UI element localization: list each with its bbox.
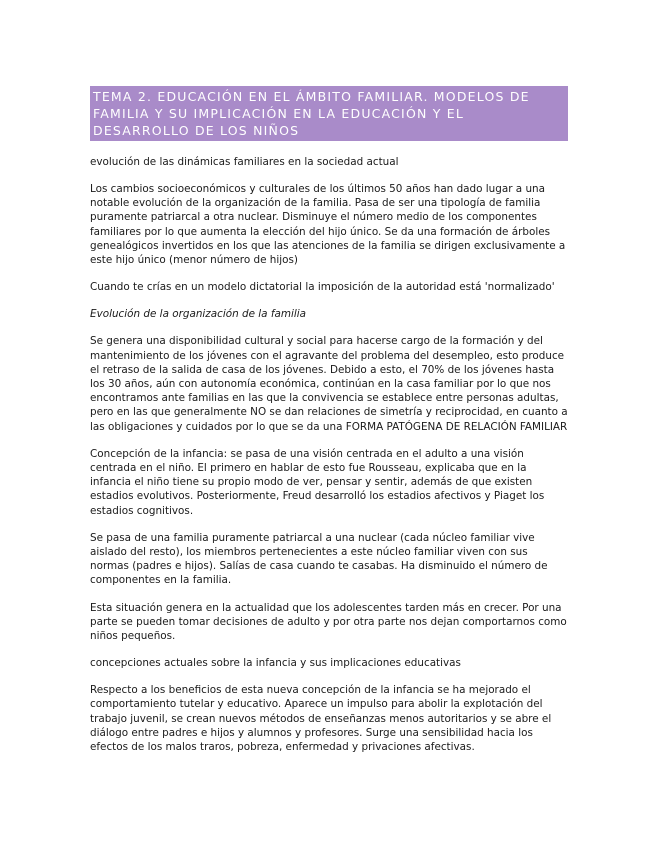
paragraph-adolescentes: Esta situación genera en la actualidad que los adolescentes tarden más en crecer. Por una parte se pueden tomar decisiones de adulto y por otra parte nos dejan comportarnos como niños pequeños. xyxy=(90,601,567,643)
paragraph-concepcion-infancia: Concepción de la infancia: se pasa de una visión centrada en el adulto a una visión centrada en el niño. El primero en hablar de esto fue Rousseau, explicaba que en la infancia el niño tiene su propio modo de ver, pensar y sentir, además de que existen estadios evolutivos. Posteriormente, Freud desarrolló los estadios afectivos y Piaget los estadios cognitivos. xyxy=(90,447,545,517)
paragraph-beneficios: Respecto a los beneficios de esta nueva concepción de la infancia se ha mejorado el comportamiento tutelar y educativo. Aparece un impulso para abolir la explotación del trabajo juvenil, se crean nuevos métodos de enseñanzas menos autoritarios y se abre el diálogo entre padres e hijos y alumnos y profesores. Surge una sensibilidad hacia los efectos de los malos traros, pobreza, enfermedad y privaciones afectivas. xyxy=(90,684,552,754)
document-page xyxy=(90,86,568,767)
paragraph-familia-nuclear: Se pasa de una familia puramente patriarcal a una nuclear (cada núcleo familiar vive aislado del resto), los miembros pertenecientes a este núcleo familiar viven con sus normas (padres e hijos). Salías de casa cuando te casabas. Ha disminuido el número de componentes en la familia. xyxy=(90,531,548,587)
document-title: TEMA 2. EDUCACIÓN EN EL ÁMBITO FAMILIAR. MODELOS DE FAMILIA Y SU IMPLICACIÓN EN LA EDUCACIÓN Y EL DESARROLLO DE LOS NIÑOS xyxy=(90,86,568,141)
section-heading-concepciones: concepciones actuales sobre la infancia y sus implicaciones educativas xyxy=(90,657,461,670)
paragraph-disponibilidad: Se genera una disponibilidad cultural y social para hacerse cargo de la formación y del mantenimiento de los jóvenes con el agravante del problema del desempleo, esto produce el retraso de la salida de casa de los jóvenes. Debido a esto, el 70% de los jóvenes hasta los 30 años, aún con autonomía económica, continúan en la casa familiar por lo que nos encontramos ante familias en las que la convivencia se establece entre personas adultas, pero en las que generalmente NO se dan relaciones de simetría y reciprocidad, en cuanto a las obligaciones y cuidados por lo que se da una FORMA PATÓGENA DE RELACIÓN FAMILIAR xyxy=(90,335,568,433)
section-heading-organizacion: Evolución de la organización de la familia xyxy=(90,308,306,321)
section-heading-dinamicas: evolución de las dinámicas familiares en la sociedad actual xyxy=(90,156,399,168)
paragraph-modelo-dictatorial: Cuando te crías en un modelo dictatorial la imposición de la autoridad está 'normalizado' xyxy=(90,281,555,294)
paragraph-cambios: Los cambios socioeconómicos y culturales de los últimos 50 años han dado lugar a una notable evolución de la organización de la familia. Pasa de ser una tipología de familia puramente patriarcal a otra nuclear. Disminuye el número medio de los componentes familiares por lo que aumenta la elección del hijo único. Se da una formación de árboles genealógicos invertidos en los que las atenciones de la familia se dirigen exclusivamente a este hijo único (menor número de hijos) xyxy=(90,183,566,267)
